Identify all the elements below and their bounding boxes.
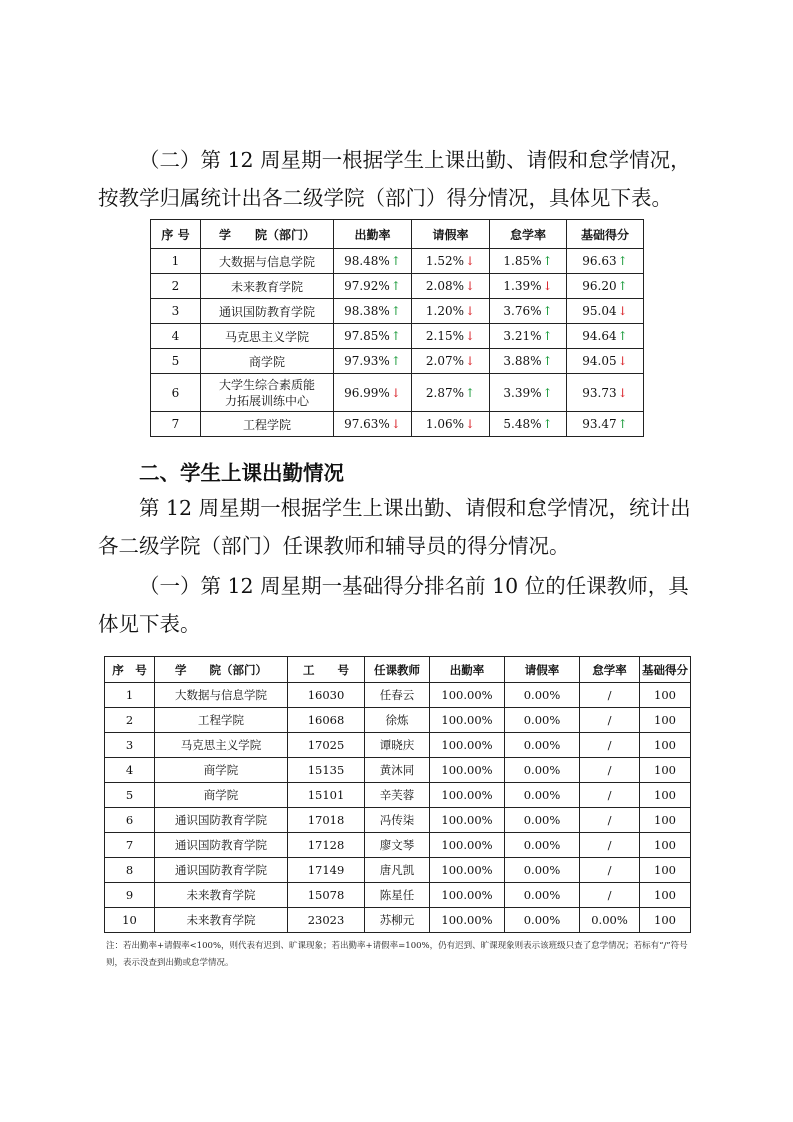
cell-no: 2 bbox=[151, 274, 201, 299]
cell-leave bbox=[412, 412, 490, 437]
table-row bbox=[151, 324, 644, 349]
header-no: 序 号 bbox=[105, 657, 155, 683]
cell-score-value: 93.47 bbox=[582, 417, 617, 431]
cell-truancy bbox=[490, 412, 567, 437]
cell-teacher: 陈星任 bbox=[365, 883, 430, 908]
table-row bbox=[105, 908, 691, 933]
cell-truancy: / bbox=[580, 683, 640, 708]
cell-no: 10 bbox=[105, 908, 155, 933]
cell-no: 7 bbox=[105, 833, 155, 858]
table-row bbox=[105, 858, 691, 883]
table-row bbox=[105, 783, 691, 808]
cell-score-value: 93.73 bbox=[582, 385, 617, 400]
cell-staff-id: 17128 bbox=[288, 833, 365, 858]
cell-teacher: 徐炼 bbox=[365, 708, 430, 733]
cell-attendance bbox=[334, 324, 412, 349]
cell-no: 6 bbox=[105, 808, 155, 833]
cell-score: 100 bbox=[640, 808, 691, 833]
section-heading: 二、学生上课出勤情况 bbox=[139, 461, 344, 485]
cell-truancy: / bbox=[580, 758, 640, 783]
cell-truancy bbox=[490, 274, 567, 299]
cell-no: 7 bbox=[151, 412, 201, 437]
cell-truancy: / bbox=[580, 708, 640, 733]
cell-staff-id: 17018 bbox=[288, 808, 365, 833]
arrow-down-icon: ↓ bbox=[465, 279, 476, 293]
cell-college: 大学生综合素质能力拓展训练中心 bbox=[201, 374, 334, 412]
cell-score: 100 bbox=[640, 908, 691, 933]
cell-attendance bbox=[334, 374, 412, 412]
cell-college: 工程学院 bbox=[155, 708, 288, 733]
cell-staff-id: 15135 bbox=[288, 758, 365, 783]
cell-staff-id: 15078 bbox=[288, 883, 365, 908]
cell-score: 100 bbox=[640, 733, 691, 758]
cell-score bbox=[567, 249, 644, 274]
header-attendance: 出勤率 bbox=[430, 657, 505, 683]
cell-truancy: / bbox=[580, 883, 640, 908]
arrow-up-icon: ↑ bbox=[542, 385, 553, 400]
cell-no: 6 bbox=[151, 374, 201, 412]
cell-college: 商学院 bbox=[201, 349, 334, 374]
cell-teacher: 冯传柒 bbox=[365, 808, 430, 833]
table-row bbox=[105, 883, 691, 908]
arrow-up-icon: ↑ bbox=[542, 354, 553, 368]
cell-leave: 0.00% bbox=[505, 783, 580, 808]
arrow-up-icon: ↑ bbox=[542, 254, 553, 268]
cell-score bbox=[567, 349, 644, 374]
intro-paragraph-teachers: 第 12 周星期一根据学生上课出勤、请假和怠学情况，统计出各二级学院（部门）任课教师和辅导员的得分情况。 bbox=[98, 496, 691, 558]
arrow-down-icon: ↓ bbox=[390, 385, 401, 400]
cell-teacher: 任春云 bbox=[365, 683, 430, 708]
cell-leave bbox=[412, 299, 490, 324]
cell-score bbox=[567, 374, 644, 412]
cell-college: 未来教育学院 bbox=[155, 908, 288, 933]
table-row bbox=[105, 833, 691, 858]
cell-leave bbox=[412, 374, 490, 412]
cell-college: 工程学院 bbox=[201, 412, 334, 437]
header-staff-id: 工 号 bbox=[288, 657, 365, 683]
cell-truancy bbox=[490, 324, 567, 349]
header-score: 基础得分 bbox=[567, 220, 644, 249]
cell-attendance bbox=[334, 249, 412, 274]
cell-truancy-value: 1.85% bbox=[503, 254, 542, 268]
cell-college: 商学院 bbox=[155, 758, 288, 783]
header-no: 序 号 bbox=[151, 220, 201, 249]
cell-no: 1 bbox=[151, 249, 201, 274]
arrow-down-icon: ↓ bbox=[465, 354, 476, 368]
cell-attendance: 100.00% bbox=[430, 758, 505, 783]
cell-leave-value: 1.52% bbox=[425, 254, 465, 268]
cell-attendance: 100.00% bbox=[430, 858, 505, 883]
cell-truancy: / bbox=[580, 808, 640, 833]
arrow-up-icon: ↑ bbox=[617, 279, 628, 293]
cell-leave bbox=[412, 274, 490, 299]
cell-teacher: 廖文琴 bbox=[365, 833, 430, 858]
arrow-up-icon: ↑ bbox=[390, 329, 401, 343]
cell-score: 100 bbox=[640, 858, 691, 883]
cell-score: 100 bbox=[640, 683, 691, 708]
cell-teacher: 黄沐同 bbox=[365, 758, 430, 783]
cell-score-value: 94.64 bbox=[582, 329, 617, 343]
header-college: 学 院（部门） bbox=[201, 220, 334, 249]
table-row bbox=[151, 374, 644, 412]
cell-staff-id: 23023 bbox=[288, 908, 365, 933]
arrow-down-icon: ↓ bbox=[390, 417, 401, 431]
cell-leave-value: 2.08% bbox=[425, 279, 465, 293]
cell-leave: 0.00% bbox=[505, 733, 580, 758]
cell-leave bbox=[412, 249, 490, 274]
cell-college: 通识国防教育学院 bbox=[155, 833, 288, 858]
cell-teacher: 谭晓庆 bbox=[365, 733, 430, 758]
cell-teacher: 苏柳元 bbox=[365, 908, 430, 933]
header-score: 基础得分 bbox=[640, 657, 691, 683]
cell-truancy: 0.00% bbox=[580, 908, 640, 933]
table-row bbox=[105, 683, 691, 708]
table-row bbox=[151, 274, 644, 299]
table-footnote: 注：若出勤率+请假率<100%，则代表有迟到、旷课现象；若出勤率+请假率=100%，仍有迟到、旷课现象则表示该班级只查了怠学情况；若标有“/”符号则，表示没查到出勤或怠学情况。 bbox=[106, 941, 688, 968]
arrow-up-icon: ↑ bbox=[465, 385, 476, 400]
cell-leave bbox=[412, 324, 490, 349]
cell-score: 100 bbox=[640, 883, 691, 908]
arrow-down-icon: ↓ bbox=[465, 417, 476, 431]
cell-no: 5 bbox=[105, 783, 155, 808]
cell-leave: 0.00% bbox=[505, 758, 580, 783]
table-row bbox=[151, 299, 644, 324]
cell-college: 通识国防教育学院 bbox=[155, 858, 288, 883]
cell-attendance bbox=[334, 299, 412, 324]
table-row bbox=[105, 808, 691, 833]
cell-leave: 0.00% bbox=[505, 808, 580, 833]
cell-leave: 0.00% bbox=[505, 833, 580, 858]
cell-leave-value: 2.87% bbox=[425, 385, 465, 400]
college-score-table bbox=[150, 219, 644, 437]
header-attendance: 出勤率 bbox=[334, 220, 412, 249]
cell-staff-id: 16068 bbox=[288, 708, 365, 733]
cell-attendance bbox=[334, 412, 412, 437]
cell-attendance: 100.00% bbox=[430, 833, 505, 858]
cell-college: 大数据与信息学院 bbox=[155, 683, 288, 708]
cell-attendance: 100.00% bbox=[430, 783, 505, 808]
arrow-down-icon: ↓ bbox=[465, 329, 476, 343]
cell-score-value: 95.04 bbox=[582, 304, 617, 318]
arrow-down-icon: ↓ bbox=[465, 304, 476, 318]
intro-paragraph-top10: （一）第 12 周星期一基础得分排名前 10 位的任课教师，具体见下表。 bbox=[98, 574, 689, 636]
cell-staff-id: 17149 bbox=[288, 858, 365, 883]
teacher-score-table bbox=[104, 656, 691, 933]
header-college: 学 院（部门） bbox=[155, 657, 288, 683]
cell-attendance: 100.00% bbox=[430, 908, 505, 933]
header-truancy: 怠学率 bbox=[580, 657, 640, 683]
cell-score bbox=[567, 299, 644, 324]
cell-score bbox=[567, 412, 644, 437]
cell-leave-value: 2.15% bbox=[425, 329, 465, 343]
arrow-down-icon: ↓ bbox=[465, 254, 476, 268]
cell-no: 1 bbox=[105, 683, 155, 708]
cell-score-value: 96.63 bbox=[582, 254, 617, 268]
cell-college: 未来教育学院 bbox=[155, 883, 288, 908]
cell-teacher: 唐凡凯 bbox=[365, 858, 430, 883]
cell-no: 3 bbox=[105, 733, 155, 758]
arrow-up-icon: ↑ bbox=[617, 254, 628, 268]
cell-score-value: 96.20 bbox=[582, 279, 617, 293]
arrow-up-icon: ↑ bbox=[390, 354, 401, 368]
arrow-up-icon: ↑ bbox=[542, 304, 553, 318]
cell-college: 马克思主义学院 bbox=[201, 324, 334, 349]
arrow-up-icon: ↑ bbox=[617, 329, 628, 343]
cell-truancy-value: 1.39% bbox=[503, 279, 542, 293]
arrow-down-icon: ↓ bbox=[617, 304, 628, 318]
arrow-up-icon: ↑ bbox=[542, 417, 553, 431]
cell-staff-id: 16030 bbox=[288, 683, 365, 708]
arrow-up-icon: ↑ bbox=[390, 304, 401, 318]
table-header-row bbox=[151, 220, 644, 249]
cell-truancy-value: 3.88% bbox=[503, 354, 542, 368]
header-leave: 请假率 bbox=[412, 220, 490, 249]
header-teacher: 任课教师 bbox=[365, 657, 430, 683]
cell-truancy-value: 3.76% bbox=[503, 304, 542, 318]
cell-leave-value: 2.07% bbox=[425, 354, 465, 368]
table-row bbox=[105, 708, 691, 733]
cell-leave: 0.00% bbox=[505, 858, 580, 883]
cell-staff-id: 15101 bbox=[288, 783, 365, 808]
cell-attendance-value: 98.48% bbox=[344, 254, 390, 268]
cell-attendance-value: 96.99% bbox=[344, 385, 390, 400]
cell-score bbox=[567, 274, 644, 299]
cell-score: 100 bbox=[640, 783, 691, 808]
cell-truancy bbox=[490, 299, 567, 324]
arrow-down-icon: ↓ bbox=[617, 354, 628, 368]
header-leave: 请假率 bbox=[505, 657, 580, 683]
cell-attendance-value: 97.92% bbox=[344, 279, 390, 293]
cell-leave: 0.00% bbox=[505, 708, 580, 733]
cell-score bbox=[567, 324, 644, 349]
cell-attendance: 100.00% bbox=[430, 808, 505, 833]
table-row bbox=[151, 349, 644, 374]
cell-teacher: 辛芙蓉 bbox=[365, 783, 430, 808]
cell-no: 8 bbox=[105, 858, 155, 883]
cell-leave bbox=[412, 349, 490, 374]
cell-leave-value: 1.06% bbox=[425, 417, 465, 431]
cell-attendance: 100.00% bbox=[430, 883, 505, 908]
cell-college: 通识国防教育学院 bbox=[155, 808, 288, 833]
table-row bbox=[105, 758, 691, 783]
cell-attendance-value: 97.93% bbox=[344, 354, 390, 368]
cell-truancy bbox=[490, 249, 567, 274]
cell-attendance-value: 97.85% bbox=[344, 329, 390, 343]
cell-no: 2 bbox=[105, 708, 155, 733]
arrow-down-icon: ↓ bbox=[542, 279, 553, 293]
arrow-up-icon: ↑ bbox=[542, 329, 553, 343]
arrow-up-icon: ↑ bbox=[390, 254, 401, 268]
cell-truancy: / bbox=[580, 733, 640, 758]
cell-attendance-value: 97.63% bbox=[344, 417, 390, 431]
cell-college: 未来教育学院 bbox=[201, 274, 334, 299]
cell-truancy bbox=[490, 349, 567, 374]
cell-no: 4 bbox=[151, 324, 201, 349]
cell-truancy: / bbox=[580, 783, 640, 808]
cell-score: 100 bbox=[640, 758, 691, 783]
table-row bbox=[105, 733, 691, 758]
cell-college: 商学院 bbox=[155, 783, 288, 808]
cell-leave: 0.00% bbox=[505, 683, 580, 708]
cell-no: 5 bbox=[151, 349, 201, 374]
table-row bbox=[151, 412, 644, 437]
cell-truancy bbox=[490, 374, 567, 412]
arrow-up-icon: ↑ bbox=[390, 279, 401, 293]
cell-score-value: 94.05 bbox=[582, 354, 617, 368]
cell-college: 通识国防教育学院 bbox=[201, 299, 334, 324]
cell-leave: 0.00% bbox=[505, 883, 580, 908]
cell-attendance: 100.00% bbox=[430, 708, 505, 733]
cell-no: 3 bbox=[151, 299, 201, 324]
table-header-row bbox=[105, 657, 691, 683]
intro-paragraph-college: （二）第 12 周星期一根据学生上课出勤、请假和怠学情况，按教学归属统计出各二级学院（部门）得分情况，具体见下表。 bbox=[98, 148, 691, 210]
cell-leave-value: 1.20% bbox=[425, 304, 465, 318]
arrow-down-icon: ↓ bbox=[617, 385, 628, 400]
cell-attendance bbox=[334, 274, 412, 299]
table-row bbox=[151, 249, 644, 274]
cell-truancy-value: 5.48% bbox=[503, 417, 542, 431]
cell-attendance: 100.00% bbox=[430, 733, 505, 758]
cell-no: 9 bbox=[105, 883, 155, 908]
cell-attendance bbox=[334, 349, 412, 374]
cell-attendance: 100.00% bbox=[430, 683, 505, 708]
cell-attendance-value: 98.38% bbox=[344, 304, 390, 318]
cell-staff-id: 17025 bbox=[288, 733, 365, 758]
cell-truancy-value: 3.39% bbox=[503, 385, 542, 400]
header-truancy: 怠学率 bbox=[490, 220, 567, 249]
cell-leave: 0.00% bbox=[505, 908, 580, 933]
cell-truancy: / bbox=[580, 833, 640, 858]
arrow-up-icon: ↑ bbox=[617, 417, 628, 431]
cell-college: 马克思主义学院 bbox=[155, 733, 288, 758]
cell-no: 4 bbox=[105, 758, 155, 783]
cell-truancy: / bbox=[580, 858, 640, 883]
cell-college: 大数据与信息学院 bbox=[201, 249, 334, 274]
cell-score: 100 bbox=[640, 708, 691, 733]
cell-score: 100 bbox=[640, 833, 691, 858]
cell-truancy-value: 3.21% bbox=[503, 329, 542, 343]
